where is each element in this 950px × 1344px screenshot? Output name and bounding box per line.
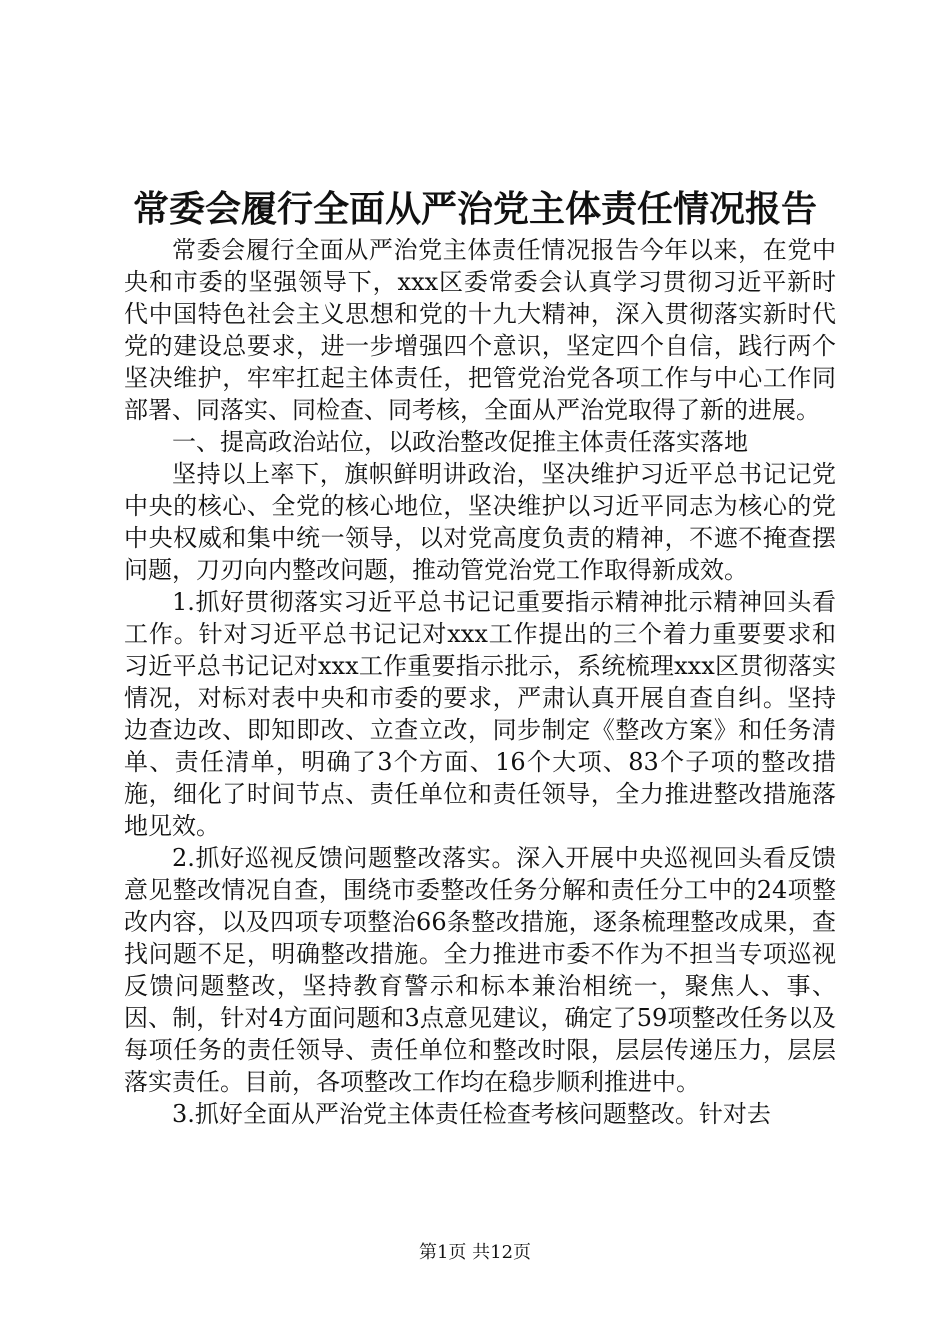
document-body [124,234,836,1130]
paragraph-item-1: 1.抓好贯彻落实习近平总书记记重要指示精神批示精神回头看工作。针对习近平总书记记对xxx工作提出的三个着力重要要求和习近平总书记记对xxx工作重要指示批示，系统梳理xxx区贯彻落实情况，对标对表中央和市委的要求，严肃认真开展自查自纠。坚持边查边改、即知即改、立查立改，同步制定《整改方案》和任务清单、责任清单，明确了3个方面、16个大项、83个子项的整改措施，细化了时间节点、责任单位和责任领导，全力推进整改措施落地见效。 [124,588,836,840]
document-title: 常委会履行全面从严治党主体责任情况报告 [132,188,817,230]
section-heading-1: 一、提高政治站位，以政治整改促推主体责任落实落地 [172,428,748,456]
paragraph-section-1: 坚持以上率下，旗帜鲜明讲政治，坚决维护习近平总书记记党中央的核心、全党的核心地位，坚决维护以习近平同志为核心的党中央权威和集中统一领导，以对党高度负责的精神，不遮不掩查摆问题，刀刃向内整改问题，推动管党治党工作取得新成效。 [124,460,836,584]
paragraph-item-3: 3.抓好全面从严治党主体责任检查考核问题整改。针对去 [172,1100,771,1128]
paragraph-item-2: 2.抓好巡视反馈问题整改落实。深入开展中央巡视回头看反馈意见整改情况自查，围绕市委整改任务分解和责任分工中的24项整改内容，以及四项专项整治66条整改措施，逐条梳理整改成果，查找问题不足，明确整改措施。全力推进市委不作为不担当专项巡视反馈问题整改，坚持教育警示和标本兼治相统一，聚焦人、事、因、制，针对4方面问题和3点意见建议，确定了59项整改任务以及每项任务的责任领导、责任单位和整改时限，层层传递压力，层层落实责任。目前，各项整改工作均在稳步顺利推进中。 [124,844,836,1096]
page-number-footer: 第1页 共12页 [418,1242,532,1263]
paragraph-intro: 常委会履行全面从严治党主体责任情况报告今年以来，在党中央和市委的坚强领导下，xxx区委常委会认真学习贯彻习近平新时代中国特色社会主义思想和党的十九大精神，深入贯彻落实新时代党的建设总要求，进一步增强四个意识，坚定四个自信，践行两个坚决维护，牢牢扛起主体责任，把管党治党各项工作与中心工作同部署、同落实、同检查、同考核，全面从严治党取得了新的进展。 [124,236,836,424]
